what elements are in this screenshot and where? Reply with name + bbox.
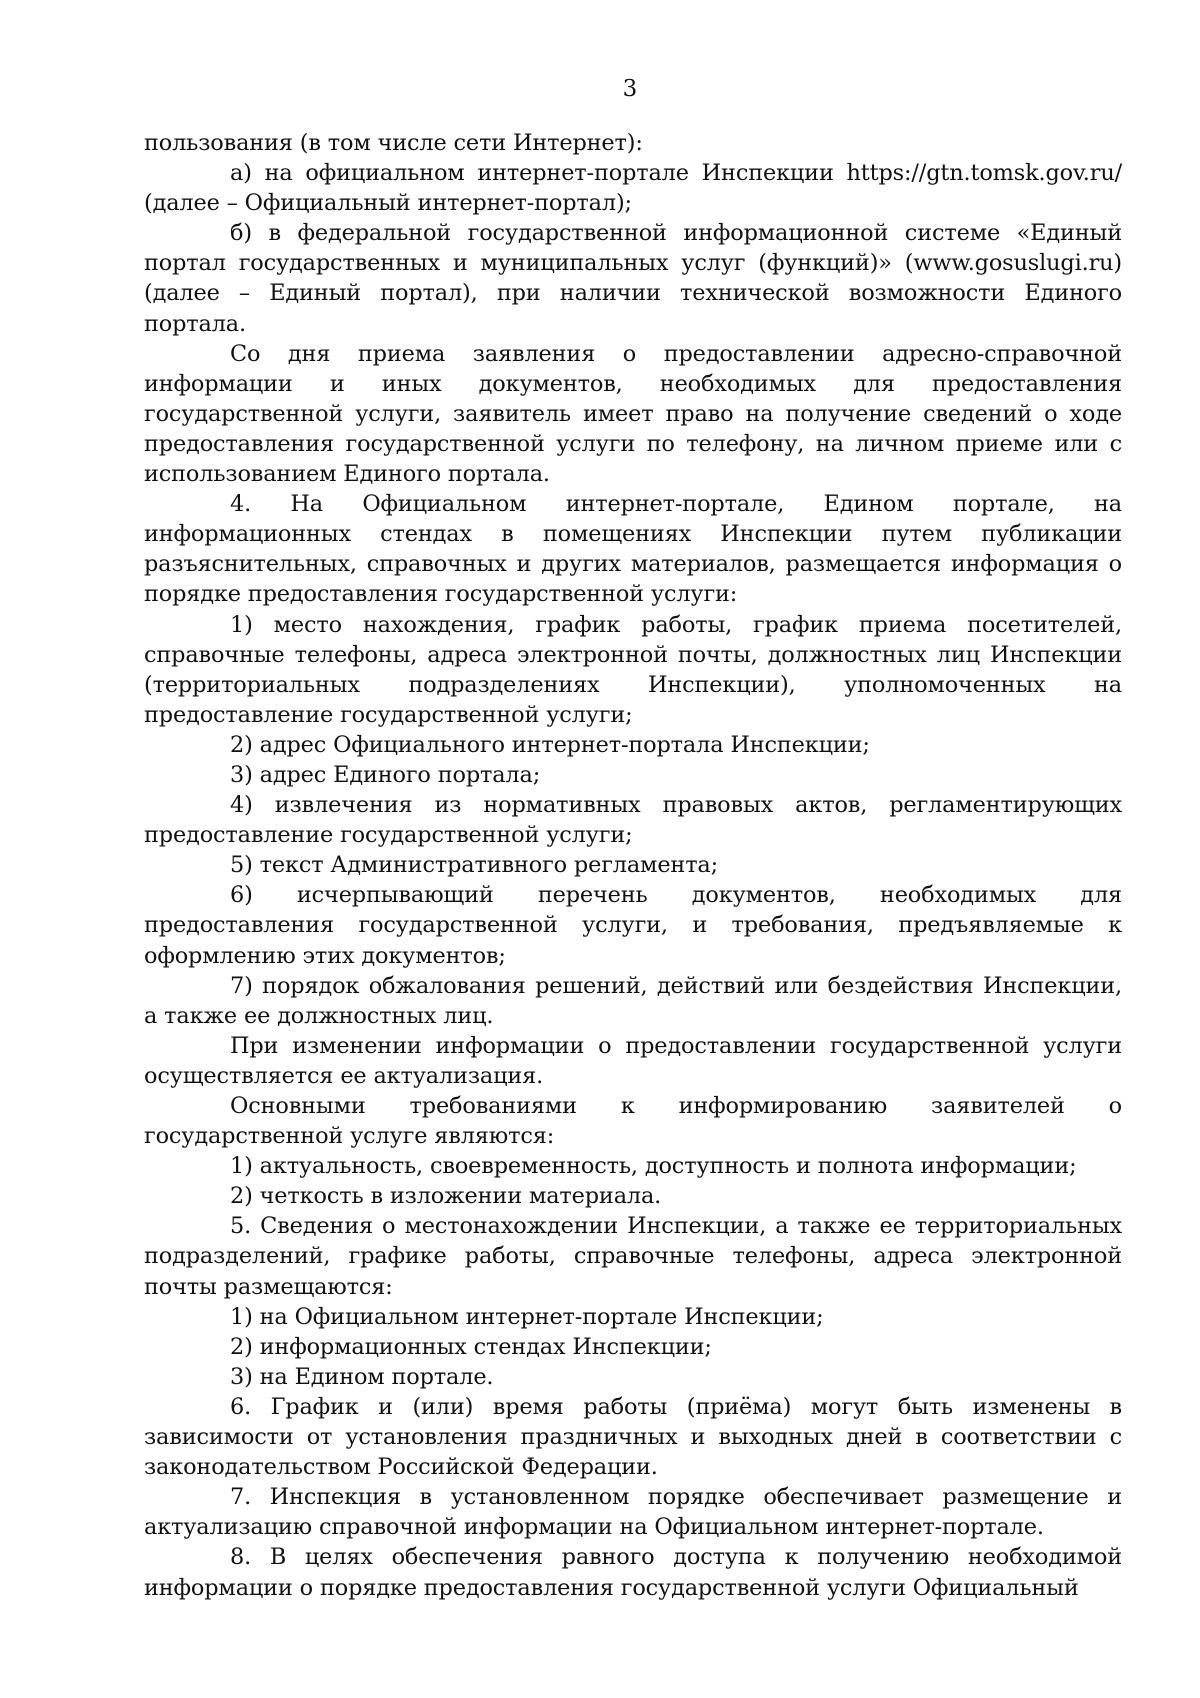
paragraph: 7. Инспекция в установленном порядке обеспечивает размещение и актуализацию справочной информации на Официальном интернет-портале. — [144, 1484, 1122, 1541]
paragraph: а) на официальном интернет-портале Инспекции https://gtn.tomsk.gov.ru/ (далее – Официальный интернет-портал); — [144, 160, 1122, 217]
paragraph: 8. В целях обеспечения равного доступа к получению необходимой информации о порядке предоставления государственной услуги Официальный — [144, 1544, 1122, 1601]
list-item: 1) актуальность, своевременность, доступность и полнота информации; — [230, 1153, 1077, 1180]
paragraph: 6. График и (или) время работы (приёма) могут быть изменены в зависимости от установления праздничных и выходных дней в соответствии с законодательством Российской Федерации. — [144, 1393, 1122, 1481]
paragraph: б) в федеральной государственной информационной системе «Единый портал государственных и муниципальных услуг (функций)» (www.gosuslugi.ru) (далее – Единый портал), при наличии технической возможности Единого портала. — [144, 220, 1122, 337]
paragraph: 5. Сведения о местонахождении Инспекции, а также ее территориальных подразделений, графике работы, справочные телефоны, адреса электронной почты размещаются: — [144, 1213, 1122, 1300]
paragraph: Со дня приема заявления о предоставлении адресно-справочной информации и иных документов, необходимых для предоставления государственной услуги, заявитель имеет право на получение сведений о ходе предоставления государственной услуги по телефону, на личном приеме или с использованием Единого портала. — [144, 340, 1122, 488]
paragraph: При изменении информации о предоставлении государственной услуги осуществляется ее актуализация. — [144, 1032, 1122, 1089]
list-item: 7) порядок обжалования решений, действий или бездействия Инспекции, а также ее должностных лиц. — [144, 972, 1122, 1029]
list-item: 1) место нахождения, график работы, график приема посетителей, справочные телефоны, адреса электронной почты, должностных лиц Инспекции (территориальных подразделениях Инспекции), уполномоченных на предоставление государственной услуги; — [144, 611, 1122, 728]
list-item: 4) извлечения из нормативных правовых актов, регламентирующих предоставление государственной услуги; — [144, 792, 1122, 849]
paragraph: пользования (в том числе сети Интернет): — [144, 130, 643, 156]
list-item: 3) адрес Единого портала; — [230, 761, 541, 788]
list-item: 3) на Едином портале. — [230, 1363, 494, 1390]
list-item: 5) текст Административного регламента; — [230, 852, 719, 879]
list-item: 2) адрес Официального интернет-портала Инспекции; — [230, 731, 870, 758]
paragraph: Основными требованиями к информированию заявителей о государственной услуге являются: — [144, 1093, 1122, 1150]
paragraph: 4. На Официальном интернет-портале, Едином портале, на информационных стендах в помещениях Инспекции путем публикации разъяснительных, справочных и других материалов, размещается информация о порядке предоставления государственной услуги: — [144, 491, 1122, 608]
list-item: 2) четкость в изложении материала. — [230, 1183, 662, 1210]
list-item: 2) информационных стендах Инспекции; — [230, 1333, 712, 1360]
list-item: 6) исчерпывающий перечень документов, необходимых для предоставления государственной услуги, и требования, предъявляемые к оформлению этих документов; — [144, 882, 1122, 969]
page-number: 3 — [622, 76, 638, 102]
document-body — [144, 128, 1122, 1603]
list-item: 1) на Официальном интернет-портале Инспекции; — [230, 1303, 824, 1330]
